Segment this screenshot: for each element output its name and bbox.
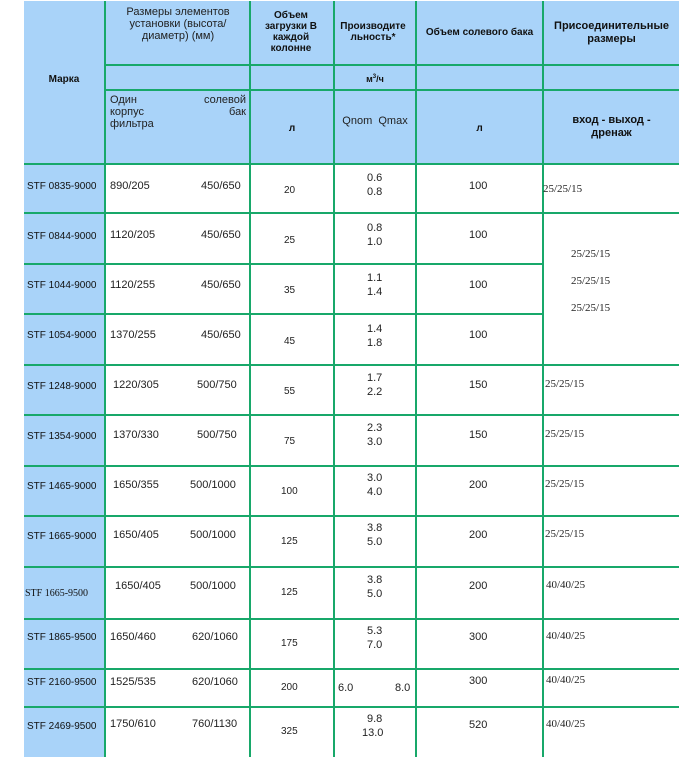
header-perf-sub: Qnom Qmax [342,115,408,127]
grid-line-h [24,212,679,214]
model-name: STF 1865-9500 [27,632,97,643]
qnom: 1.4 [367,323,383,335]
model-name: STF 1248-9000 [27,381,97,392]
model-cell [24,366,104,414]
model-cell [24,165,104,212]
header-tank-unit-top [417,66,542,89]
qnom: 0.6 [367,172,383,184]
model-name: STF 1044-9000 [27,280,97,291]
row-body [106,165,679,212]
grid-line-v3 [415,1,417,757]
load-volume: 175 [281,638,298,649]
load-volume: 35 [284,285,296,296]
qnom: 2.3 [367,422,383,434]
filter-size: 1525/535 [110,676,156,688]
tank-size: 450/650 [201,329,241,341]
qnom: 6.0 [338,682,354,694]
filter-size: 1370/255 [110,329,156,341]
qmax: 2.2 [367,386,383,398]
header-perf-unit-cell [335,66,415,89]
header-perf-unit: $м^3/ч$ [366,74,384,84]
grid-line-v0 [104,1,106,757]
header-sizes-tank: солевой бак [203,94,246,118]
connection-size: 40/40/25 [546,718,586,730]
grid-line-h [24,618,679,620]
filter-size: 1120/205 [110,229,156,241]
model-name: STF 0835-9000 [27,181,97,192]
tank-size: 450/650 [201,180,241,192]
tank-size: 500/1000 [190,529,236,541]
salt-volume: 300 [469,631,488,643]
header-conn-sub-cell [544,91,679,163]
salt-volume: 100 [469,329,488,341]
model-cell [24,620,104,668]
salt-volume: 200 [469,479,488,491]
load-volume: 45 [284,336,296,347]
filter-size: 1650/460 [110,631,156,643]
load-volume: 20 [284,185,296,196]
tank-size: 500/1000 [190,479,236,491]
tank-size: 450/650 [201,279,241,291]
qmax: 1.0 [367,236,383,248]
salt-volume: 200 [469,529,488,541]
connection-size: 40/40/25 [546,630,586,642]
tank-size: 500/750 [197,379,237,391]
qnom: 5.3 [367,625,383,637]
header-sizes-sub-cell [106,91,249,163]
header-conn-unit-top [544,66,679,89]
header-load-cell [251,1,333,64]
qmax: 13.0 [362,727,384,739]
salt-volume: 520 [469,719,488,731]
header-tank: Объем солевого бака [425,27,534,38]
qnom: 0.8 [367,222,383,234]
qmax: 3.0 [367,436,383,448]
tank-size: 760/1130 [192,718,238,730]
header-sizes-cell [106,1,249,64]
qnom: 9.8 [367,713,383,725]
model-name: STF 2469-9500 [27,721,97,732]
grid-line-h [24,465,679,467]
model-name: STF 1465-9000 [27,481,97,492]
header-brand-cell [24,1,104,163]
load-volume: 325 [281,726,298,737]
grid-line-h [24,313,544,315]
connection-size: 25/25/15 [543,183,583,195]
filter-size: 1650/355 [113,479,159,491]
load-volume: 25 [284,235,296,246]
filter-size: 890/205 [110,180,150,192]
header-load-unit-cell [251,91,333,163]
connection-size: 25/25/15 [545,378,585,390]
tank-size: 620/1060 [192,676,238,688]
filter-size: 1370/330 [113,429,159,441]
model-cell [24,517,104,566]
model-cell [24,708,104,757]
model-cell [24,315,104,364]
qnom: 3.0 [367,472,383,484]
salt-volume: 100 [469,229,488,241]
qmax: 0.8 [367,186,383,198]
qmax: 1.8 [367,337,383,349]
grid-line-h [24,566,679,568]
model-name: STF 1354-9000 [27,431,97,442]
salt-volume: 100 [469,180,488,192]
grid-line-h [24,163,679,165]
load-volume: 100 [281,486,298,497]
qnom: 3.8 [367,574,383,586]
header-tank-unit-cell [417,91,542,163]
header-tank-unit: л [476,123,483,134]
grid-line-h [24,515,679,517]
grid-line-h [24,706,679,708]
header-conn-sub: вход - выход - дренаж [572,114,651,139]
model-cell [24,467,104,515]
grid-line-v1 [249,1,251,757]
model-cell [24,265,104,313]
connection-size: 40/40/25 [546,674,586,686]
header-sizes: Размеры элементов установки (высота/диаметр) (мм) [126,6,230,42]
load-volume: 75 [284,436,296,447]
grid-line-h-hdr2 [106,89,679,91]
salt-volume: 200 [469,580,488,592]
salt-volume: 150 [469,379,488,391]
connection-size: 40/40/25 [546,579,586,591]
grid-line-v2 [333,1,335,757]
tank-size: 620/1060 [192,631,238,643]
connection-size-merged: 25/25/15 [571,248,611,260]
grid-line-h-hdr1 [106,64,679,66]
header-sizes-unit [106,66,249,89]
model-name: STF 1665-9500 [25,588,89,599]
model-cell [24,568,104,618]
header-brand: Марка [48,74,80,85]
filter-size: 1750/610 [110,718,156,730]
grid-line-h [24,364,679,366]
load-volume: 125 [281,587,298,598]
salt-volume: 300 [469,675,488,687]
qnom: 1.7 [367,372,383,384]
salt-volume: 100 [469,279,488,291]
grid-line-v4 [542,1,544,757]
header-load-unit: л [288,123,296,134]
qmax: 5.0 [367,588,383,600]
connection-size: 25/25/15 [545,528,585,540]
header-conn-cell [544,1,679,64]
connection-size-merged: 25/25/15 [571,302,611,314]
header-perf-cell [335,1,415,64]
model-name: STF 0844-9000 [27,231,97,242]
tank-size: 500/750 [197,429,237,441]
qmax: 5.0 [367,536,383,548]
model-name: STF 1665-9000 [27,531,97,542]
grid-line-h [24,263,544,265]
model-name: STF 2160-9500 [27,677,97,688]
tank-size: 500/1000 [190,580,236,592]
tank-size: 450/650 [201,229,241,241]
filter-size: 1120/255 [110,279,156,291]
salt-volume: 150 [469,429,488,441]
load-volume: 200 [281,682,298,693]
qmax: 7.0 [367,639,383,651]
load-volume: 125 [281,536,298,547]
filter-size: 1650/405 [113,529,159,541]
qnom: 3.8 [367,522,383,534]
grid-line-h [24,668,679,670]
header-perf-sub-cell [335,91,415,163]
model-name: STF 1054-9000 [27,330,97,341]
connection-size: 25/25/15 [545,478,585,490]
filter-size: 1220/305 [113,379,159,391]
connection-size: 25/25/15 [545,428,585,440]
load-volume: 55 [284,386,296,397]
header-load: Объем загрузки В каждой колонне [264,10,318,54]
qmax: 4.0 [367,486,383,498]
product-table [24,1,679,757]
qmax: 8.0 [395,682,411,694]
header-conn: Присоединительные размеры [554,20,669,45]
filter-size: 1650/405 [115,580,161,592]
model-cell [24,416,104,465]
connection-size-merged: 25/25/15 [571,275,611,287]
header-load-unit-top [251,66,333,89]
model-cell [24,670,104,706]
header-perf: Производительность* [340,21,406,43]
header-tank-cell [417,1,542,64]
grid-line-h [24,414,679,416]
qnom: 1.1 [367,272,383,284]
model-cell [24,214,104,263]
header-sizes-filter: Один корпус фильтра [110,94,154,130]
qmax: 1.4 [367,286,383,298]
